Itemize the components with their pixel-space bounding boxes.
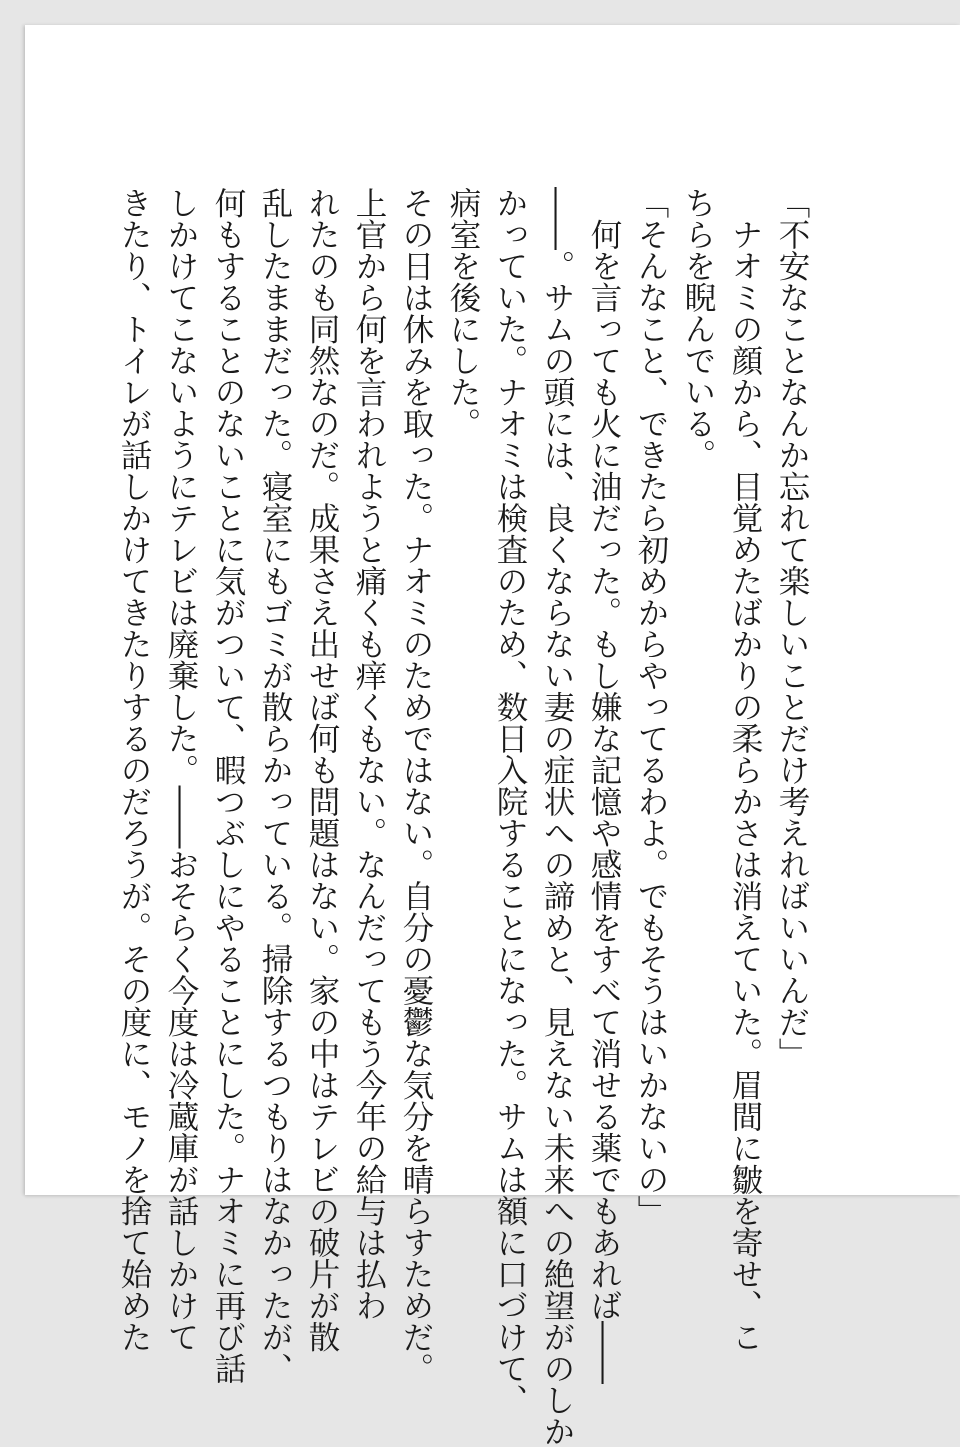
text-line: きたり、トイレが話しかけてきたりするのだろうが。その度に、モノを捨て始めた: [116, 187, 152, 1353]
text-line: 「そんなこと、できたら初めからやってるわよ。でもそうはいかないの」: [633, 187, 669, 1227]
text-line: ナオミの顔から、目覚めたばかりの柔らかさは消えていた。眉間に皺を寄せ、こ: [727, 187, 763, 1353]
vertical-text-body: [116, 187, 815, 1447]
text-line: ちらを睨んでいる。: [680, 187, 716, 471]
text-line: しかけてこないようにテレビは廃棄した。――おそらく今度は冷蔵庫が話しかけて: [163, 187, 199, 1353]
text-line: 何もすることのないことに気がついて、暇つぶしにやることにした。ナオミに再び話: [210, 187, 246, 1384]
text-line: ――。サムの頭には、良くならない妻の症状への諦めと、見えない未来への絶望がのしか: [539, 187, 575, 1447]
text-line: 上官から何を言われようと痛くも痒くもない。なんだってもう今年の給与は払わ: [351, 187, 387, 1321]
text-line: かっていた。ナオミは検査のため、数日入院することになった。サムは額に口づけて、: [492, 187, 528, 1416]
text-line: 病室を後にした。: [445, 187, 481, 439]
text-line: 何を言っても火に油だった。もし嫌な記憶や感情をすべて消せる薬でもあれば――: [586, 187, 622, 1384]
text-line: その日は休みを取った。ナオミのためではない。自分の憂鬱な気分を晴らすためだ。: [398, 187, 434, 1384]
book-page: [25, 25, 960, 1447]
text-line: 乱したままだった。寝室にもゴミが散らかっている。掃除するつもりはなかったが、: [257, 187, 293, 1384]
text-line: 「不安なことなんか忘れて楽しいことだけ考えればいいんだ」: [774, 187, 810, 1069]
text-line: れたのも同然なのだ。成果さえ出せば何も問題はない。家の中はテレビの破片が散: [304, 187, 340, 1353]
